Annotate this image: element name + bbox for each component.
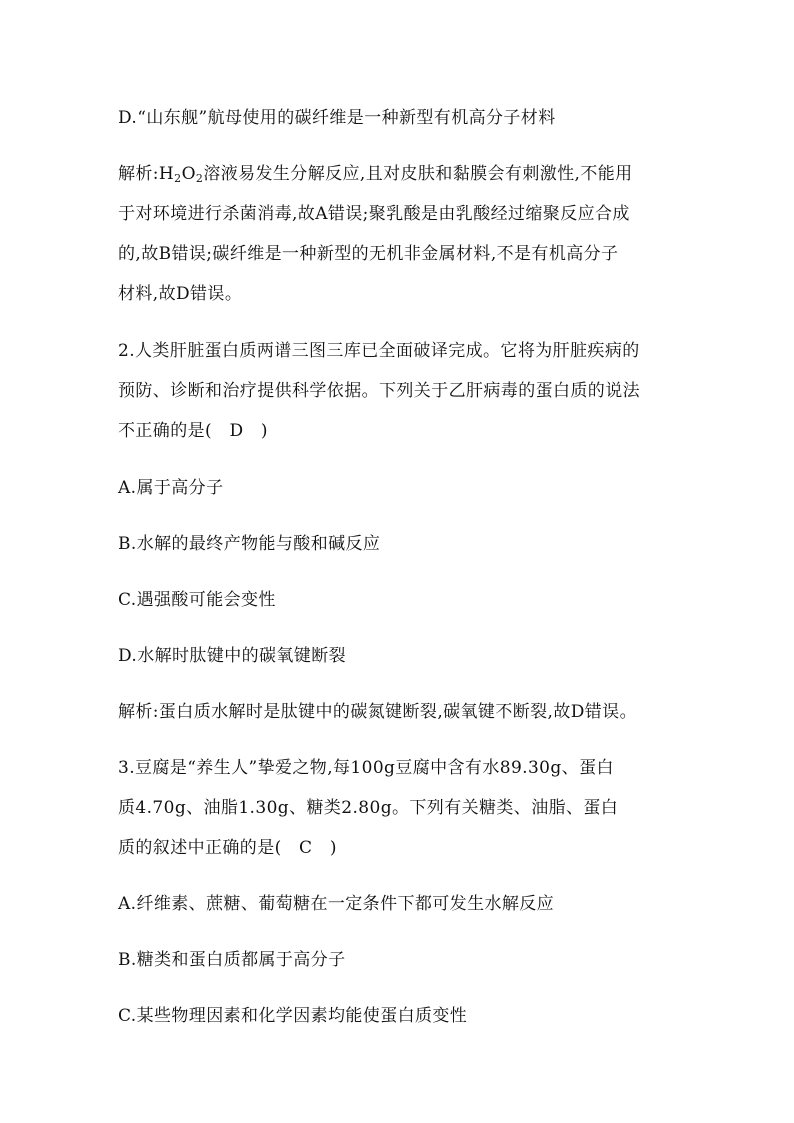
q3-option-c: C.某些物理因素和化学因素均能使蛋白质变性	[118, 1006, 468, 1026]
q3-stem-line-1: 3.豆腐是“养生人”挚爱之物,每100g豆腐中含有水89.30g、蛋白	[118, 758, 614, 778]
q1-option-d: D.“山东舰”航母使用的碳纤维是一种新型有机高分子材料	[118, 108, 556, 128]
q1-explanation-line-2: 于对环境进行杀菌消毒,故A错误;聚乳酸是由乳酸经过缩聚反应合成	[118, 204, 630, 224]
q2-stem-line-3: 不正确的是( D )	[118, 421, 268, 441]
q2-explanation: 解析:蛋白质水解时是肽键中的碳氮键断裂,碳氧键不断裂,故D错误。	[118, 702, 637, 722]
q1-explanation-line-3: 的,故B错误;碳纤维是一种新型的无机非金属材料,不是有机高分子	[118, 244, 619, 264]
subscript-2: 2	[195, 172, 204, 185]
q2-option-d: D.水解时肽键中的碳氧键断裂	[118, 646, 347, 666]
q2-option-b: B.水解的最终产物能与酸和碱反应	[118, 534, 381, 554]
q1-explanation-prefix: 解析:H	[118, 164, 175, 184]
q3-stem-line-2: 质4.70g、油脂1.30g、糖类2.80g。下列有关糖类、油脂、蛋白	[118, 798, 619, 818]
q1-explanation-line-1-rest: 溶液易发生分解反应,且对皮肤和黏膜会有刺激性,不能用	[203, 164, 633, 184]
q1-explanation-line-4: 材料,故D错误。	[118, 284, 243, 304]
q3-option-a: A.纤维素、蔗糖、葡萄糖在一定条件下都可发生水解反应	[118, 894, 555, 914]
q2-option-a: A.属于高分子	[118, 478, 224, 498]
subscript-2: 2	[174, 172, 182, 185]
q2-stem-line-1: 2.人类肝脏蛋白质两谱三图三库已全面破译完成。它将为肝脏疾病的	[118, 341, 640, 361]
q3-option-b: B.糖类和蛋白质都属于高分子	[118, 950, 346, 970]
q2-stem-line-2: 预防、诊断和治疗提供科学依据。下列关于乙肝病毒的蛋白质的说法	[118, 381, 640, 401]
q2-option-c: C.遇强酸可能会变性	[118, 590, 276, 610]
q3-stem-line-3: 质的叙述中正确的是( C )	[118, 838, 337, 858]
oxygen-symbol: O	[181, 164, 196, 184]
q1-explanation-line-1	[118, 163, 633, 185]
